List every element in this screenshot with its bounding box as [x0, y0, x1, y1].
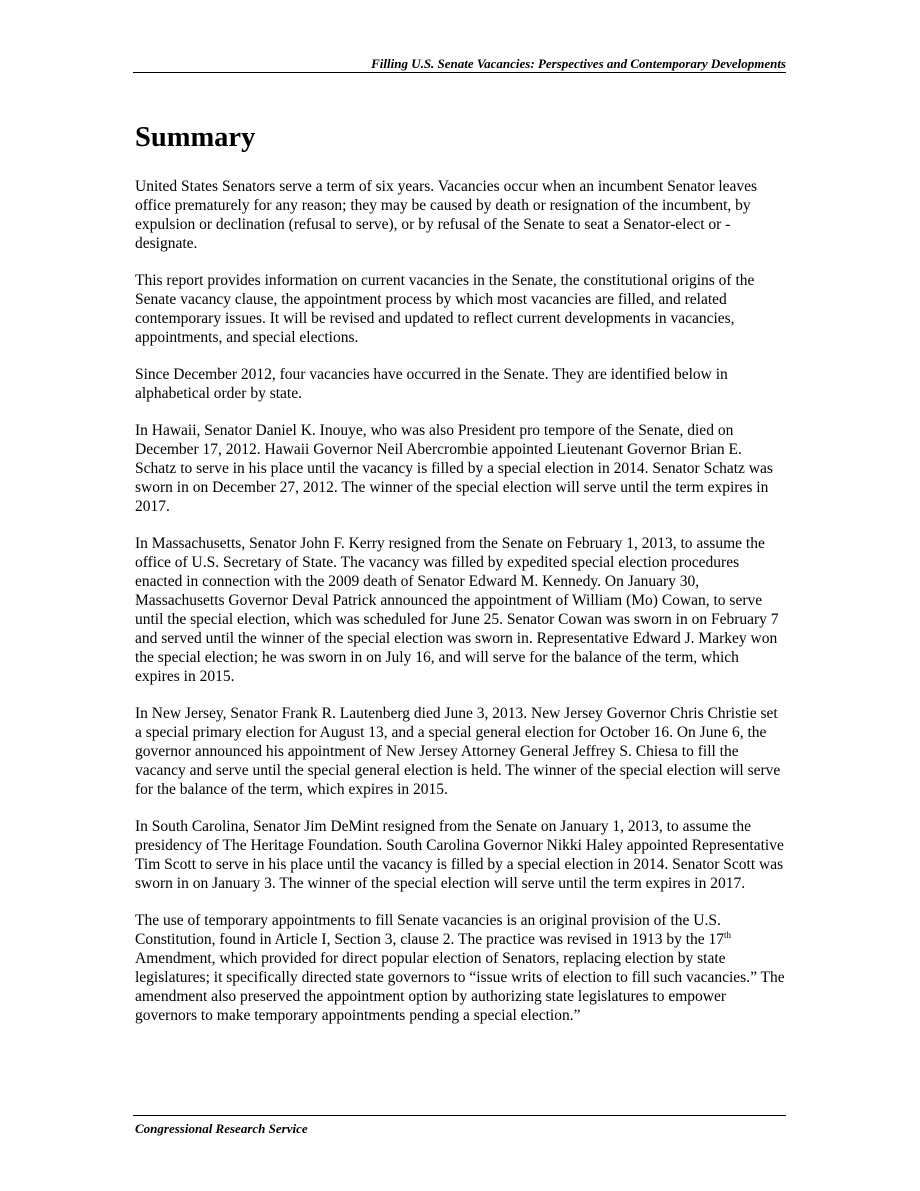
paragraph-report-scope: This report provides information on current vacancies in the Senate, the constitutional origins of the Senate vacancy clause, the appointment process by which most vacancies are filled, and related contemporary issues. It will be revised and updated to reflect current developments in vacancies, appointments, and special elections. [135, 272, 755, 346]
ordinal-superscript: th [724, 929, 732, 940]
running-header: Filling U.S. Senate Vacancies: Perspectives and Contemporary Developments [371, 56, 786, 71]
page-title: Summary [135, 122, 256, 153]
paragraph-senator-terms: United States Senators serve a term of six years. Vacancies occur when an incumbent Senator leaves office prematurely for any reason; they may be caused by death or resignation of the incumbent, by expulsion or declination (refusal to serve), or by refusal of the Senate to seat a Senator-elect or -designate. [135, 178, 758, 252]
paragraph-text-start: The use of temporary appointments to fill Senate vacancies is an original provision of the U.S. Constitution, found in Article I, Section 3, clause 2. The practice was revised in 1913 by the 17 [135, 912, 725, 948]
footer-publisher: Congressional Research Service [135, 1121, 308, 1136]
paragraph-hawaii: In Hawaii, Senator Daniel K. Inouye, who was also President pro tempore of the Senate, died on December 17, 2012. Hawaii Governor Neil Abercrombie appointed Lieutenant Governor Brian E. Schatz to serve in his place until the vacancy is filled by a special election in 2014. Senator Schatz was sworn in on December 27, 2012. The winner of the special election will serve until the term expires in 2017. [135, 422, 773, 515]
paragraph-vacancies-overview: Since December 2012, four vacancies have occurred in the Senate. They are identified below in alphabetical order by state. [135, 366, 728, 402]
paragraph-new-jersey: In New Jersey, Senator Frank R. Lautenberg died June 3, 2013. New Jersey Governor Chris Christie set a special primary election for August 13, and a special general election for October 16. On June 6, the governor announced his appointment of New Jersey Attorney General Jeffrey S. Chiesa to fill the vacancy and serve until the special general election is held. The winner of the special election will serve for the balance of the term, which expires in 2015. [135, 705, 781, 798]
footer-rule [133, 1115, 786, 1116]
paragraph-text-end: Amendment, which provided for direct popular election of Senators, replacing election by state legislatures; it specifically directed state governors to “issue writs of election to fill such vacancies.” The amendment also preserved the appointment option by authorizing state legislatures to empower governors to make temporary appointments pending a special election.” [135, 950, 785, 1024]
summary-body [135, 177, 787, 1043]
paragraph-massachusetts: In Massachusetts, Senator John F. Kerry resigned from the Senate on February 1, 2013, to assume the office of U.S. Secretary of State. The vacancy was filled by expedited special election procedures enacted in connection with the 2009 death of Senator Edward M. Kennedy. On January 30, Massachusetts Governor Deval Patrick announced the appointment of William (Mo) Cowan, to serve until the special election, which was scheduled for June 25. Senator Cowan was sworn in on February 7 and served until the winner of the special election was sworn in. Representative Edward J. Markey won the special election; he was sworn in on July 16, and will serve for the balance of the term, which expires in 2015. [135, 535, 779, 685]
paragraph-constitutional-origins [135, 911, 787, 1025]
header-rule [133, 72, 786, 73]
paragraph-south-carolina: In South Carolina, Senator Jim DeMint resigned from the Senate on January 1, 2013, to assume the presidency of The Heritage Foundation. South Carolina Governor Nikki Haley appointed Representative Tim Scott to serve in his place until the vacancy is filled by a special election in 2014. Senator Scott was sworn in on January 3. The winner of the special election will serve until the term expires in 2017. [135, 818, 784, 892]
